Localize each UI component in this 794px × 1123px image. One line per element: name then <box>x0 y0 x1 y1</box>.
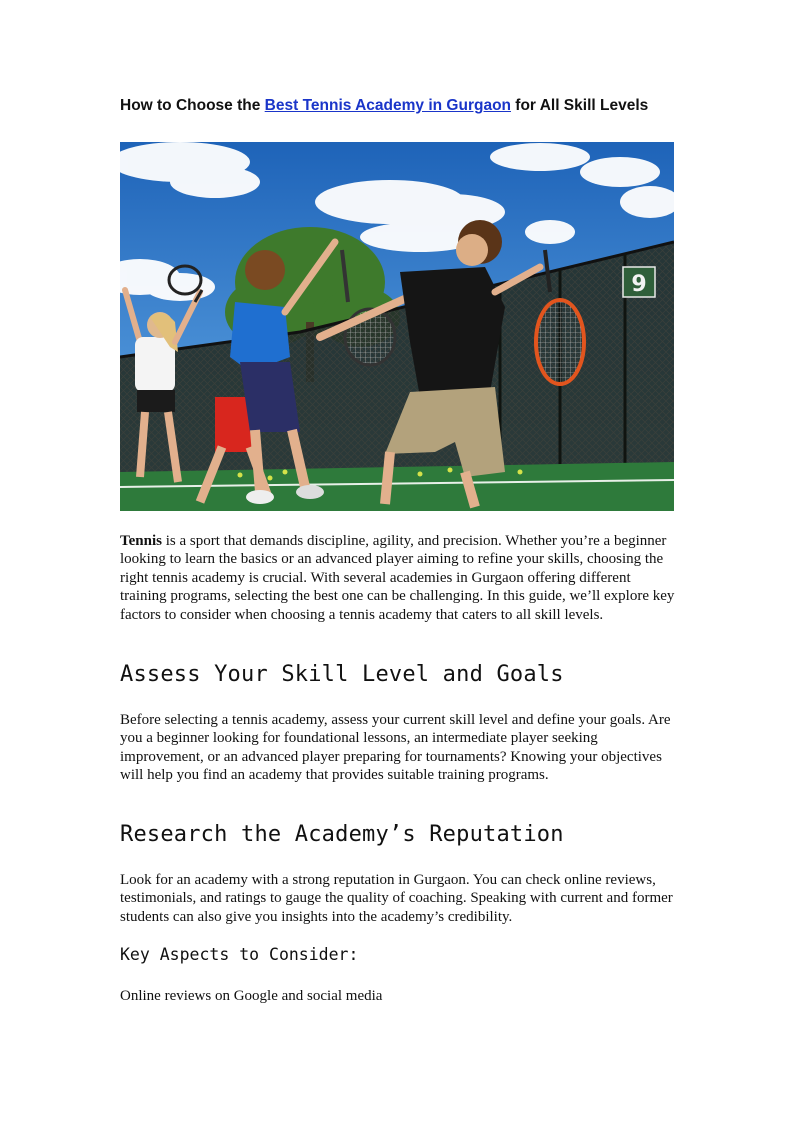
court-number-sign: 9 <box>631 272 647 297</box>
aspect-item-reviews: Online reviews on Google and social media <box>120 988 383 1004</box>
intro-text: is a sport that demands discipline, agility, and precision. Whether you’re a beginner looking to learn the basics or an advanced player aiming to refine your skills, choosing the right tennis academy is crucial. With several academies in Gurgaon offering different training programs, selecting the best one can be challenging. In this guide, we’ll explore key factors to consider when choosing a tennis academy that caters to all skill levels. <box>120 533 675 623</box>
academy-link[interactable]: Best Tennis Academy in Gurgaon <box>264 97 511 114</box>
subheading-key-aspects: Key Aspects to Consider: <box>120 945 359 964</box>
section-heading-skill: Assess Your Skill Level and Goals <box>120 662 564 687</box>
reputation-paragraph: Look for an academy with a strong reputation in Gurgaon. You can check online reviews, testimonials, and ratings to gauge the quality of coaching. Speaking with current and former students can also give you insights into the academy’s credibility. <box>120 872 673 925</box>
page-title <box>120 97 720 115</box>
skill-paragraph: Before selecting a tennis academy, assess your current skill level and define your goals. Are you a beginner looking for foundational lessons, an intermediate player seeking improvement, or an advanced player preparing for tournaments? Knowing your objectives will help you find an academy that provides suitable training programs. <box>120 712 671 784</box>
title-prefix: How to Choose the <box>120 97 265 114</box>
intro-paragraph <box>120 532 680 624</box>
title-suffix: for All Skill Levels <box>511 97 649 114</box>
section-heading-reputation: Research the Academy’s Reputation <box>120 822 564 847</box>
tennis-kids-photo <box>120 142 674 511</box>
intro-bold: Tennis <box>120 533 162 549</box>
